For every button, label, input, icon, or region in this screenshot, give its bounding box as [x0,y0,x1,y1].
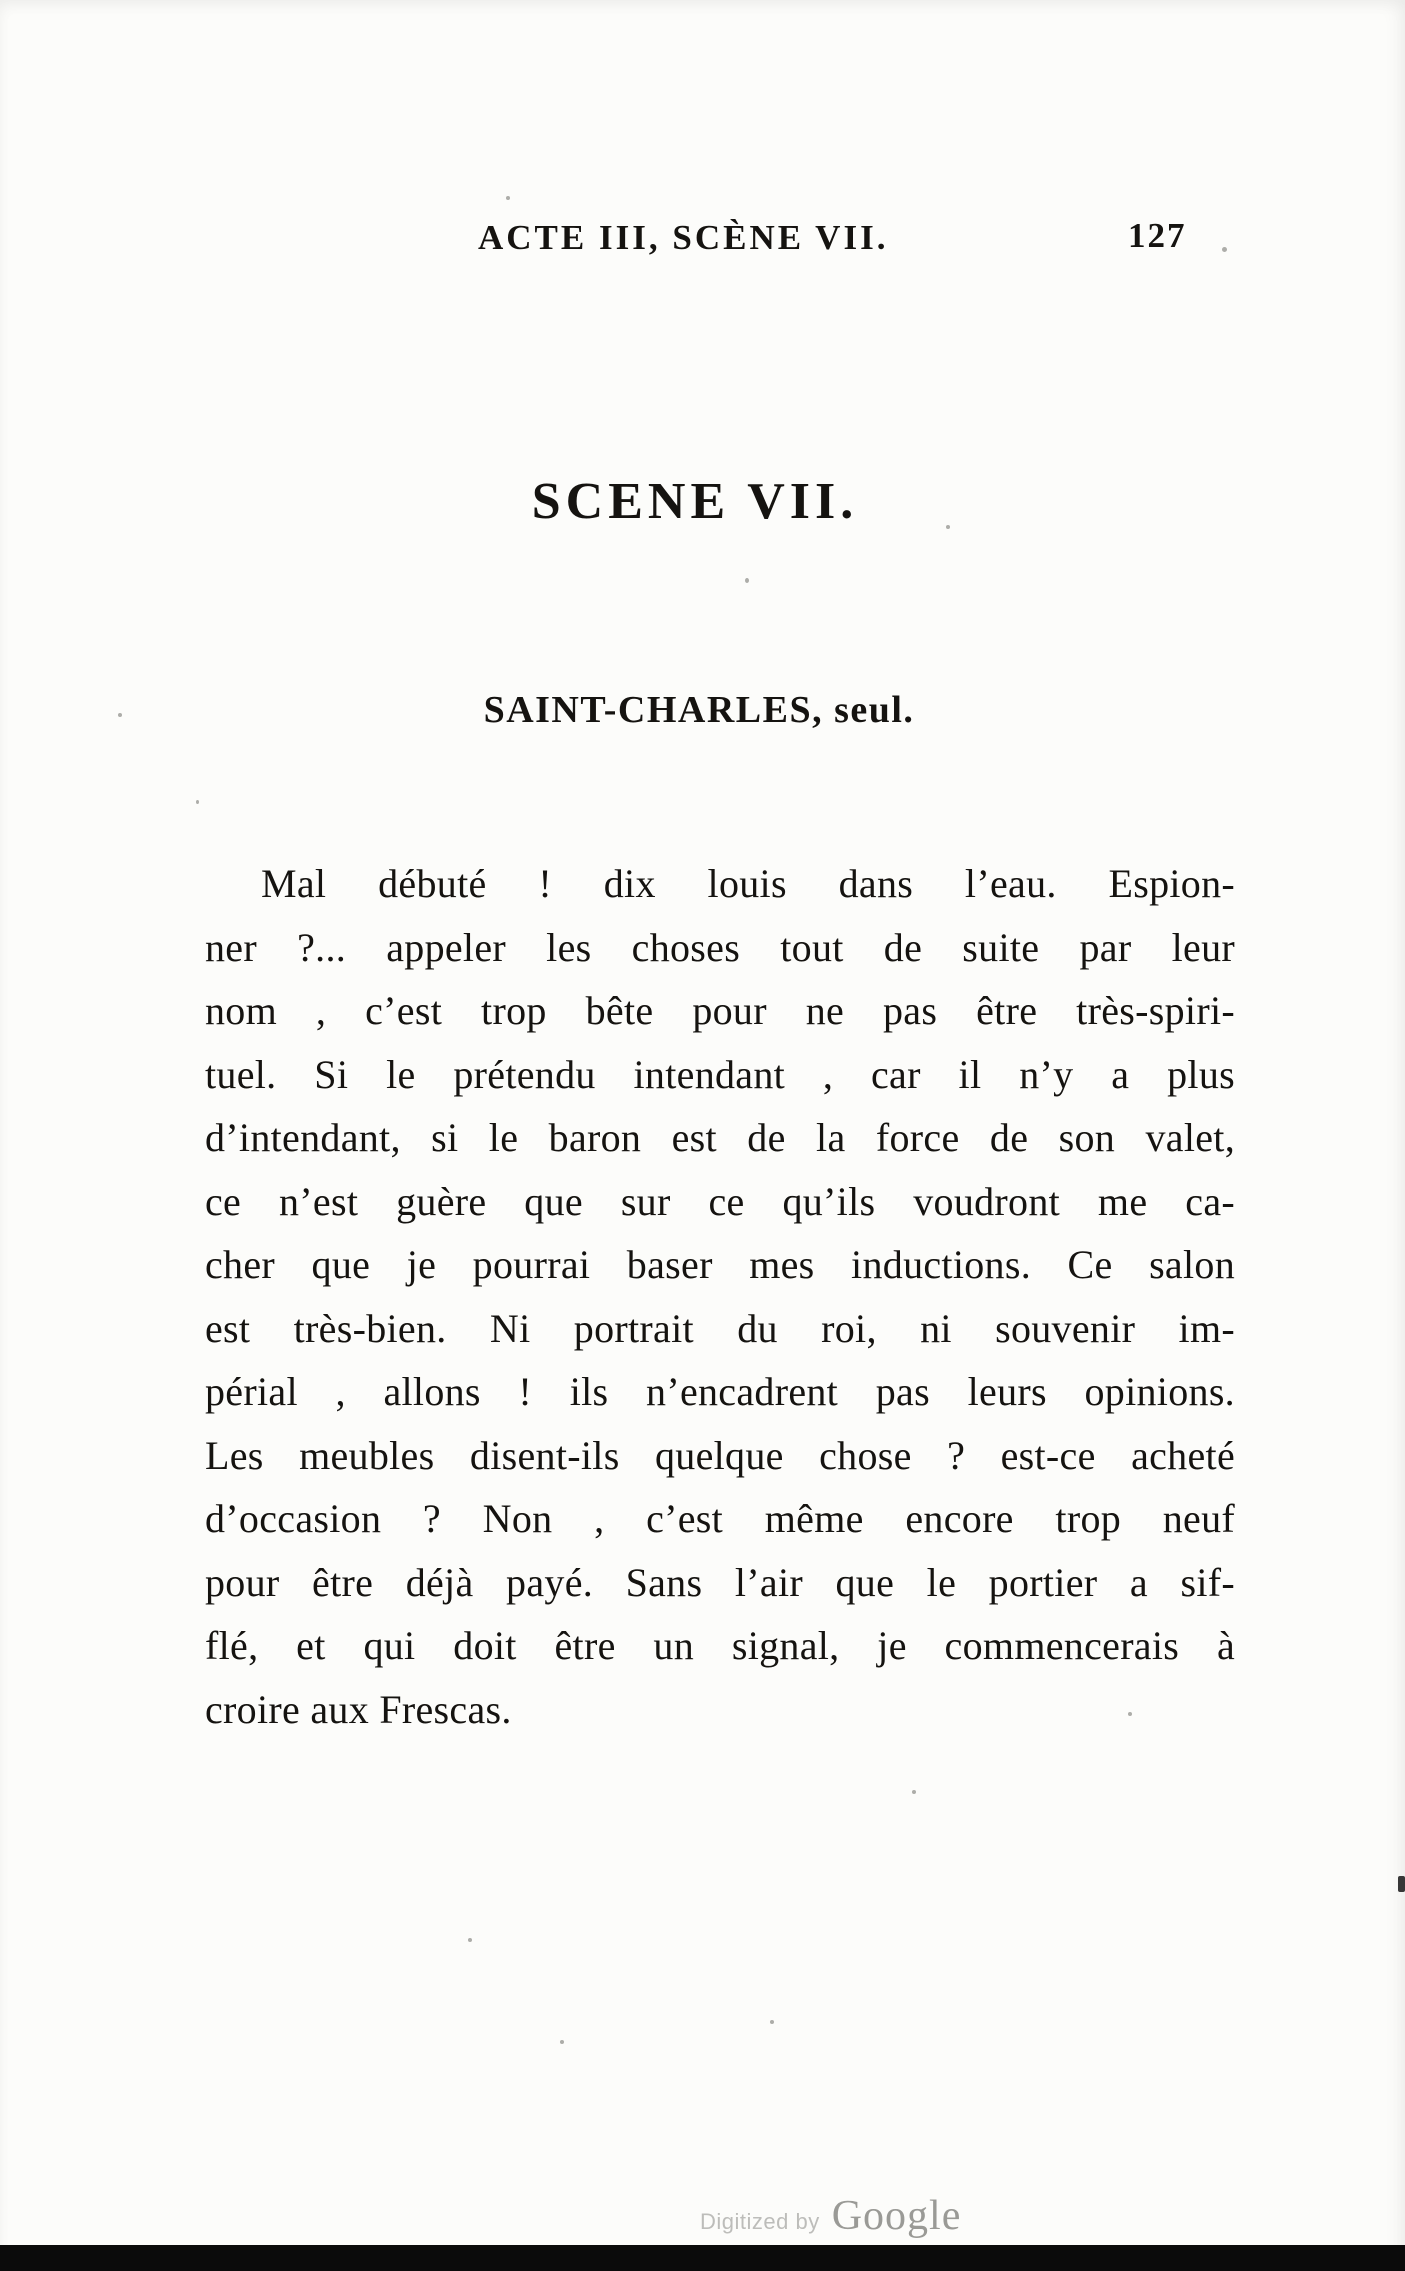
body-line: tuel. Si le prétendu intendant , car il n’y a plus [205,1051,1235,1097]
scan-speck [506,196,510,200]
body-line: d’occasion ? Non , c’est même encore trop neuf [205,1496,1235,1541]
body-line: cher que je pourrai baser mes inductions. Ce salon [205,1242,1235,1287]
scan-speck [770,2020,774,2024]
page-number: 127 [1128,216,1187,255]
body-line: Mal débuté ! dix louis dans l’eau. Espion- [261,861,1235,906]
body-line: d’intendant, si le baron est de la force de son valet, [205,1115,1235,1160]
body-line: flé, et qui doit être un signal, je commencerais à [205,1623,1235,1668]
scan-speck [468,1938,472,1942]
google-logo: Google [831,2193,962,2239]
scan-speck [1222,247,1227,252]
body-line: ner ?... appeler les choses tout de suite par leur [205,924,1235,970]
body-line: est très-bien. Ni portrait du roi, ni souvenir im- [205,1305,1235,1351]
scan-speck [946,525,950,529]
body-line: croire aux Frescas. [205,1686,512,1732]
character-heading: SAINT-CHARLES, seul. [483,689,915,731]
scan-speck [745,578,749,583]
scan-edge [0,2245,1405,2271]
running-title: ACTE III, SCÈNE VII. [478,218,889,257]
body-line: ce n’est guère que sur ce qu’ils voudront me ca- [205,1178,1235,1224]
body-line: périal , allons ! ils n’encadrent pas leurs opinions. [205,1369,1235,1414]
scan-speck [1128,1712,1132,1716]
footer [700,2192,961,2240]
monologue-text [205,852,1235,1741]
digitized-by-label: Digitized by [700,2209,820,2234]
scan-speck [196,800,199,804]
scan-speck [912,1790,916,1794]
scene-title: SCENE VII. [531,473,859,530]
body-line: pour être déjà payé. Sans l’air que le portier a sif- [205,1559,1235,1605]
body-line: Les meubles disent-ils quelque chose ? est-ce acheté [205,1432,1235,1478]
scan-speck [118,713,122,717]
body-line: nom , c’est trop bête pour ne pas être très-spiri- [205,988,1235,1033]
scan-speck [1398,1876,1405,1892]
scan-speck [560,2040,564,2044]
